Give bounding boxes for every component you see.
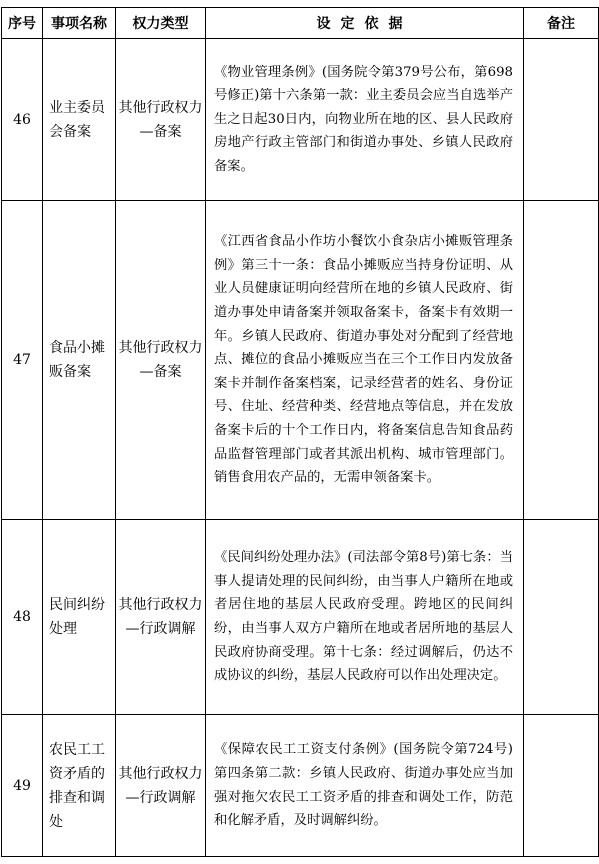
row-item-name: 业主委员会备案 [43,39,116,201]
table-row [2,715,599,857]
power-list-table [1,7,599,857]
header-basis: 设定依据 [206,8,524,39]
row-basis: 《江西省食品小作坊小餐饮小食杂店小摊贩管理条例》第三十一条：食品小摊贩应当持身份证明、从业人员健康证明向经营所在地的乡镇人民政府、街道办事处申请备案并领取备案卡，备案卡有效期一年。乡镇人民政府、街道办事处对分配到了经营地点、摊位的食品小摊贩应当在三个工作日内发放备案卡并制作备案档案，记录经营者的姓名、身份证号、住址、经营种类、经营地点等信息，并在发放备案卡后的十个工作日内，将备案信息告知食品药品监督管理部门或者其派出机构、城市管理部门。销售食用农产品的，无需申领备案卡。 [206,201,524,520]
table-row [2,520,599,715]
row-basis: 《物业管理条例》(国务院令第379号公布，第698号修正)第十六条第一款：业主委员会应当自选举产生之日起30日内，向物业所在地的区、县人民政府房地产行政主管部门和街道办事处、乡镇人民政府备案。 [206,39,524,201]
table-row [2,201,599,520]
row-note [524,715,599,857]
row-power-type: 其他行政权力—行政调解 [116,715,206,857]
row-note [524,39,599,201]
header-no: 序号 [2,8,43,39]
header-row [2,8,599,39]
row-basis: 《民间纠纷处理办法》(司法部令第8号)第七条：当事人提请处理的民间纠纷，由当事人户籍所在地或者居住地的基层人民政府受理。跨地区的民间纠纷，由当事人双方户籍所在地或者居所地的基层人民政府协商受理。第十七条：经过调解后，仍达不成协议的纠纷，基层人民政府可以作出处理决定。 [206,520,524,715]
row-power-type: 其他行政权力—备案 [116,201,206,520]
header-note: 备注 [524,8,599,39]
row-note [524,520,599,715]
row-basis: 《保障农民工工资支付条例》(国务院令第724号)第四条第二款：乡镇人民政府、街道办事处应当加强对拖欠农民工工资矛盾的排查和调处工作，防范和化解矛盾，及时调解纠纷。 [206,715,524,857]
row-note [524,201,599,520]
row-item-name: 农民工工资矛盾的排查和调处 [43,715,116,857]
table-row [2,39,599,201]
row-item-name: 民间纠纷处理 [43,520,116,715]
row-no: 49 [2,715,43,857]
row-no: 47 [2,201,43,520]
row-power-type: 其他行政权力—备案 [116,39,206,201]
row-no: 46 [2,39,43,201]
row-item-name: 食品小摊贩备案 [43,201,116,520]
header-power-type: 权力类型 [116,8,206,39]
row-power-type: 其他行政权力—行政调解 [116,520,206,715]
header-item-name: 事项名称 [43,8,116,39]
row-no: 48 [2,520,43,715]
